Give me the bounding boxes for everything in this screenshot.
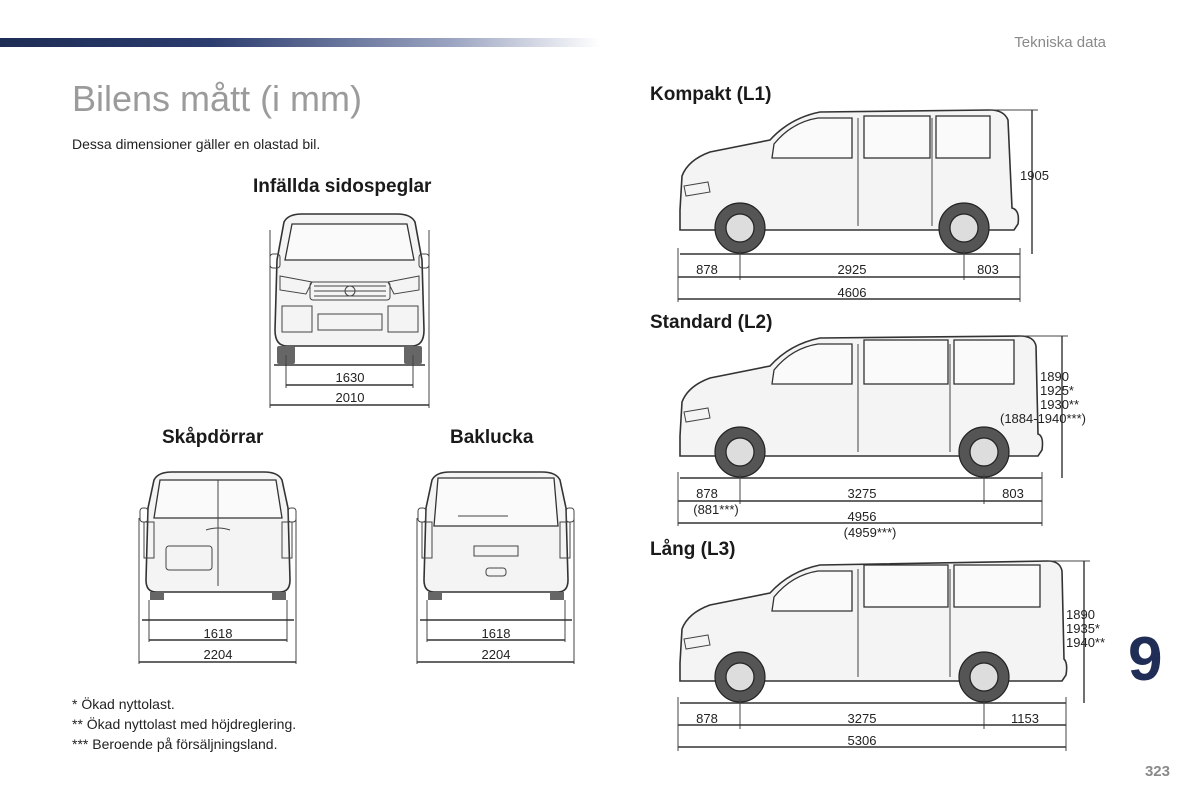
l2-wheelbase: 3275 [847, 486, 877, 501]
l2-height-1: 1890 [1040, 369, 1069, 384]
tailgate-heading: Baklucka [450, 427, 534, 448]
l1-front-overhang: 878 [696, 262, 718, 277]
front-width-value: 2010 [335, 390, 365, 405]
l2-rear-overhang: 803 [1002, 486, 1024, 501]
l2-length: 4956 [847, 509, 877, 524]
footnote-1: * Ökad nyttolast. [72, 696, 175, 712]
chapter-number: 9 [1128, 625, 1163, 694]
footnote-3: *** Beroende på försäljningsland. [72, 736, 278, 752]
l1-side-drawing [670, 100, 1070, 305]
l3-height-2: 1935* [1066, 621, 1100, 636]
front-track-value: 1630 [335, 370, 365, 385]
page-number: 323 [1144, 763, 1170, 780]
l1-length: 4606 [837, 285, 867, 300]
intro-text: Dessa dimensioner gäller en olastad bil. [72, 136, 321, 152]
rear-doors-heading: Skåpdörrar [162, 427, 264, 448]
l2-height-3: 1930** [1040, 397, 1080, 412]
l3-height-1: 1890 [1066, 607, 1095, 622]
rear-doors-width-value: 2204 [203, 647, 233, 662]
l3-front-overhang: 878 [696, 711, 718, 726]
l2-front-overhang-alt: (881***) [693, 502, 739, 517]
header-stripe [0, 38, 600, 47]
rear-doors-track-value: 1618 [203, 626, 233, 641]
l2-side-drawing [670, 326, 1100, 541]
rear-doors-drawing [136, 468, 301, 668]
l1-height: 1905 [1020, 168, 1049, 183]
l2-height-4: (1884-1940***) [1000, 411, 1087, 426]
footnote-2: ** Ökad nyttolast med höjdreglering. [72, 716, 297, 732]
l2-length-alt: (4959***) [843, 525, 897, 540]
l1-rear-overhang: 803 [977, 262, 999, 277]
l2-front-overhang: 878 [696, 486, 718, 501]
l3-rear-overhang: 1153 [1011, 711, 1039, 726]
l3-length: 5306 [847, 733, 877, 748]
tailgate-width-value: 2204 [481, 647, 511, 662]
l2-height-2: 1925* [1040, 383, 1074, 398]
l3-height-3: 1940** [1066, 635, 1106, 650]
l1-wheelbase: 2925 [837, 262, 867, 277]
section-title: Tekniska data [1014, 34, 1106, 51]
l2-heading: Standard (L2) [650, 312, 773, 333]
front-view-heading: Infällda sidospeglar [253, 176, 432, 197]
l1-heading: Kompakt (L1) [650, 84, 772, 105]
l3-wheelbase: 3275 [847, 711, 877, 726]
page-title: Bilens mått (i mm) [72, 78, 363, 119]
front-view-drawing [262, 210, 437, 415]
l3-heading: Lång (L3) [650, 539, 736, 560]
tailgate-track-value: 1618 [481, 626, 511, 641]
l3-side-drawing [670, 553, 1110, 753]
tailgate-drawing [414, 468, 579, 668]
